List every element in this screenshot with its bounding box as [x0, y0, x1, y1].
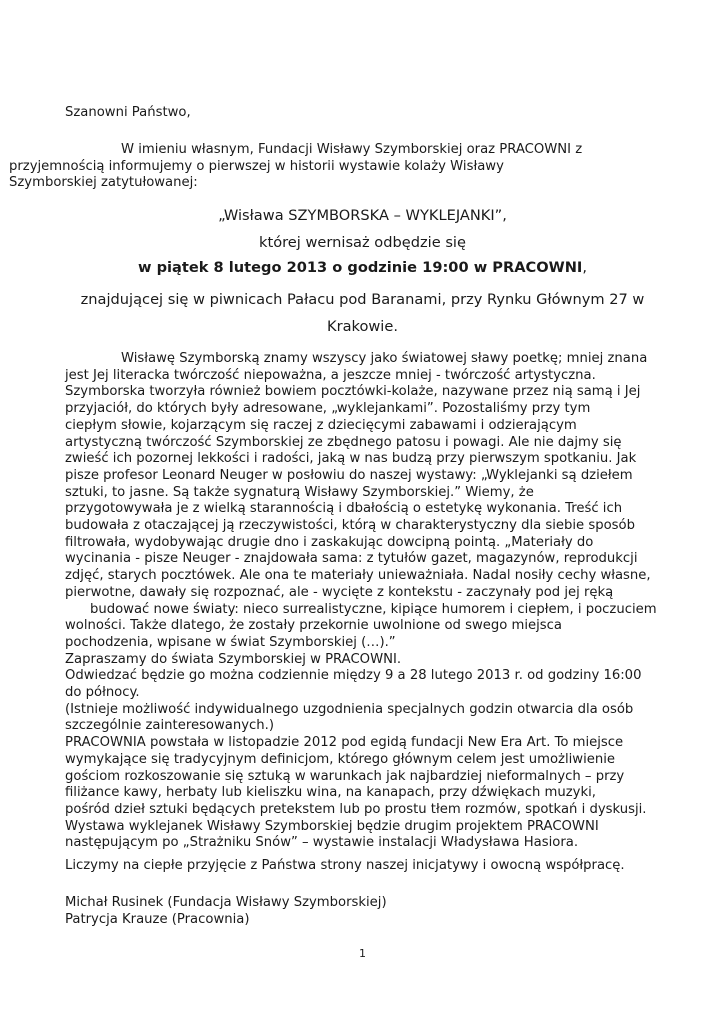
intro-line: Szymborskiej zatytułowanej:: [9, 175, 198, 191]
body-line: pochodzenia, wpisane w świat Szymborskiej (…).”: [65, 634, 396, 650]
signature-line: Michał Rusinek (Fundacja Wisławy Szymborskiej): [65, 895, 387, 910]
body-line: budować nowe światy: nieco surrealistyczne, kipiące humorem i ciepłem, i poczuciem: [90, 601, 657, 617]
exhibition-date-bold: w piątek 8 lutego 2013 o godzinie 19:00 w PRACOWNI: [138, 259, 583, 276]
body-line: przyjaciół, do których były adresowane, „wyklejankami”. Pozostaliśmy przy tym: [65, 401, 591, 417]
body-line: gościom rozkoszowanie się sztuką w warunkach jak najbardziej nieformalnych – przy: [65, 768, 625, 784]
body-line: PRACOWNIA powstała w listopadzie 2012 pod egidą fundacji New Era Art. To miejsce: [65, 735, 624, 751]
body-line: wolności. Także dlatego, że zostały przekornie uwolnione od swego miejsca: [65, 618, 562, 634]
body-line: filtrowała, wydobywając drugie dno i zaskakując dowcipną pointą. „Materiały do: [65, 534, 594, 550]
body-line: (Istnieje możliwość indywidualnego uzgodnienia specjalnych godzin otwarcia dla osób: [65, 701, 634, 717]
intro-line: przyjemnością informujemy o pierwszej w historii wystawie kolaży Wisławy: [9, 158, 504, 174]
exhibition-location: [40, 286, 685, 340]
location-line: Krakowie.: [327, 318, 398, 335]
body-line: do północy.: [65, 685, 140, 701]
body-line: pośród dzieł sztuki będących pretekstem lub po prostu tłem rozmów, spotkań i dyskusji.: [65, 801, 647, 817]
body-text: [65, 351, 665, 852]
body-line: filiżance kawy, herbaty lub kieliszku wina, na kanapach, przy dźwiękach muzyki,: [65, 785, 596, 801]
exhibition-date-suffix: ,: [582, 259, 587, 276]
intro-paragraph: [9, 142, 665, 192]
body-line: Wystawa wyklejanek Wisławy Szymborskiej będzie drugim projektem PRACOWNI: [65, 818, 599, 834]
body-line: Odwiedzać będzie go można codziennie między 9 a 28 lutego 2013 r. od godziny 16:00: [65, 668, 642, 684]
location-line: znajdującej się w piwnicach Pałacu pod Baranami, przy Rynku Głównym 27 w: [80, 291, 645, 308]
exhibition-date: [40, 259, 685, 277]
body-line: pierwotne, dawały się rozpoznać, ale - wycięte z kontekstu - zaczynały pod jej ręką: [65, 584, 614, 600]
signature-line: Patrycja Krauze (Pracownia): [65, 911, 250, 927]
body-line: sztuki, to jasne. Są także sygnaturą Wisławy Szymborskiej.” Wiemy, że: [65, 484, 534, 500]
body-line: pisze profesor Leonard Neuger w posłowiu do naszej wystawy: „Wyklejanki są dziełem: [65, 467, 633, 483]
body-line: jest Jej literacka twórczość niepoważna, a jeszcze mniej - twórczość artystyczna.: [65, 367, 596, 383]
exhibition-title: „Wisława SZYMBORSKA – WYKLEJANKI”,: [218, 207, 507, 224]
body-line: Szymborska tworzyła również bowiem pocztówki-kolaże, nazywane przez nią samą i Jej: [65, 384, 641, 400]
signatures: [65, 895, 387, 928]
body-line: zdjęć, starych pocztówek. Ale ona te materiały unieważniała. Nadal nosiły cechy własne,: [65, 568, 651, 584]
body-line: szczególnie zainteresowanych.): [65, 718, 274, 734]
body-line: wymykające się tradycyjnym definicjom, którego głównym celem jest umożliwienie: [65, 751, 615, 767]
page-number: 1: [359, 947, 366, 960]
body-line: budowała z otaczającej ją rzeczywistości, którą w charakterystyczny dla siebie sposób: [65, 518, 635, 534]
body-line: następującym po „Strażniku Snów” – wystawie instalacji Władysława Hasiora.: [65, 835, 579, 851]
exhibition-line2: której wernisaż odbędzie się: [259, 234, 466, 251]
body-line: przygotowywała je z wielką starannością i dbałością o estetykę wykonania. Treść ich: [65, 501, 623, 517]
body-line: artystyczną twórczość Szymborskiej ze zbędnego patosu i powagi. Ale nie dajmy się: [65, 434, 622, 450]
body-line: wycinania - pisze Neuger - znajdowała sama: z tytułów gazet, magazynów, reprodukcji: [65, 551, 638, 567]
body-line: zwieść ich pozornej lekkości i radości, jaką w nas budzą przy pierwszym spotkaniu. Jak: [65, 451, 637, 467]
body-line: ciepłym słowie, kojarzącym się raczej z dziecięcymi zabawami i odzierającym: [65, 417, 577, 433]
closing-line: Liczymy na ciepłe przyjęcie z Państwa strony naszej inicjatywy i owocną współpracę.: [65, 858, 625, 873]
body-line: Wisławę Szymborską znamy wszyscy jako światowej sławy poetkę; mniej znana: [121, 351, 648, 366]
body-line: Zapraszamy do świata Szymborskiej w PRACOWNI.: [65, 651, 402, 667]
intro-line: W imieniu własnym, Fundacji Wisławy Szymborskiej oraz PRACOWNI z: [121, 142, 583, 157]
salutation: Szanowni Państwo,: [65, 105, 191, 120]
